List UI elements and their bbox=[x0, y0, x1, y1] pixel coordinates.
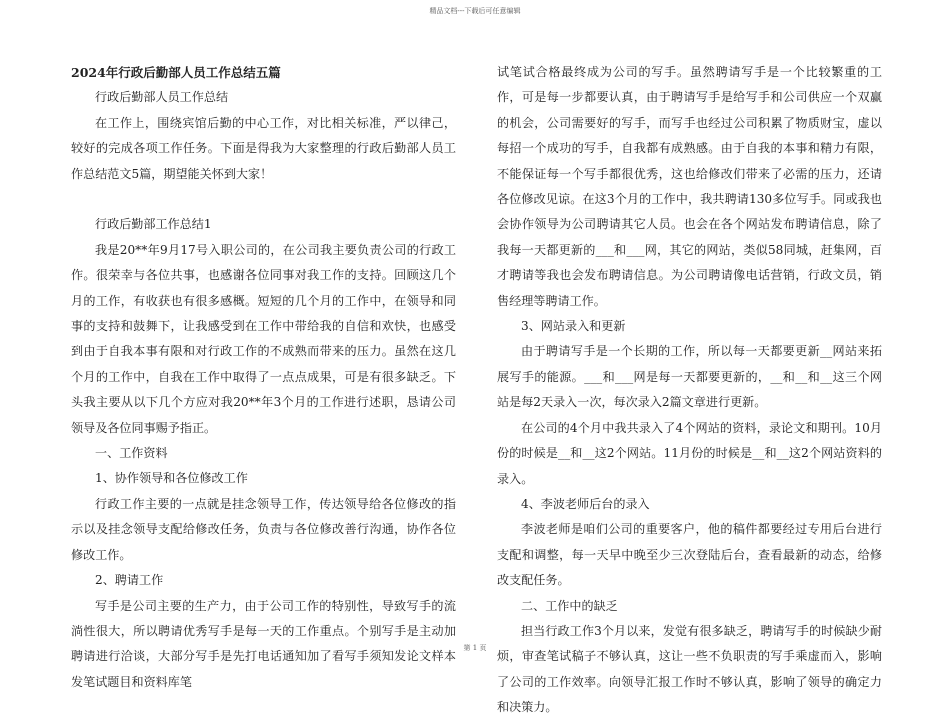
section-heading: 一、工作资料 bbox=[95, 446, 168, 461]
page-number: 第 1 页 bbox=[463, 644, 487, 652]
subsection-heading: 3、网站录入和更新 bbox=[521, 319, 626, 334]
intro-paragraph: 在工作上，围绕宾馆后勤的中心工作，对比相关标准，严以律己，较好的完成各项工作任务。下面是得我为大家整理的行政后勤部人员工作总结范文5篇，期望能关怀到大家！ bbox=[71, 115, 456, 181]
body-paragraph: 在公司的4个月中我共录入了4个网站的资料，录论文和期刊。10月份的时候是__和__这2个网站。11月份的时候是__和__这2个网站资料的录入。 bbox=[497, 420, 882, 486]
section-subtitle: 行政后勤部人员工作总结 bbox=[95, 90, 229, 105]
subsection-heading: 2、聘请工作 bbox=[95, 573, 164, 588]
blank-line bbox=[71, 187, 456, 212]
body-paragraph: 担当行政工作3个月以来，发觉有很多缺乏，聘请写手的时候缺少耐烦，审查笔试稿子不够认真，这让一些不负职责的写手乘虚而入，影响了公司的工作效率。向领导汇报工作时不够认真，影响了领导的确定力和决策力。 bbox=[497, 623, 882, 715]
document-title: 2024年行政后勤部人员工作总结五篇 bbox=[71, 65, 281, 80]
subsection-heading: 4、李波老师后台的录入 bbox=[521, 496, 650, 511]
body-paragraph: 行政工作主要的一点就是挂念领导工作，传达领导给各位修改的指示以及挂念领导支配给修改任务，负责与各位修改善行沟通，协作各位修改工作。 bbox=[71, 496, 456, 562]
right-text-column bbox=[497, 60, 882, 721]
body-paragraph: 我是20**年9月17号入职公司的，在公司我主要负责公司的行政工作。很荣幸与各位共事，也感谢各位同事对我工作的支持。回顾这几个月的工作，有收获也有很多感概。短短的几个月的工作中，在领导和同事的支持和鼓舞下，让我感受到在工作中带给我的自信和欢快，也感受到由于自我本事有限和对行政工作的不成熟而带来的压力。虽然在这几个月的工作中，自我在工作中取得了一点点成果，可是有很多缺乏。下头我主要从以下几个方应对我20**年3个月的工作进行述职，恳请公司领导及各位同事赐予指正。 bbox=[71, 242, 456, 435]
left-text-column bbox=[71, 60, 456, 695]
section-heading: 二、工作中的缺乏 bbox=[521, 598, 618, 613]
page-header-note: 精品文档---下载后可任意编辑 bbox=[429, 7, 521, 15]
body-paragraph: 由于聘请写手是一个长期的工作，所以每一天都要更新__网站来拓展写手的能源。___和___网是每一天都要更新的，__和__和__这三个网站是每2天录入一次，每次录入2篇文章进行更新。 bbox=[497, 344, 882, 410]
body-paragraph-continued: 试笔试合格最终成为公司的写手。虽然聘请写手是一个比较繁重的工作，可是每一步都要认真，由于聘请写手是给写手和公司供应一个双赢的机会，公司需要好的写手，而写手也经过公司积累了物质财宝，虚以每招一个成功的写手，自我都有成熟感。由于自我的本事和精力有限，不能保证每一个写手都很优秀，这也给修改们带来了必需的压力，还请各位修改见谅。在这3个月的工作中，我共聘请130多位写手。同或我也会协作领导为公司聘请其它人员。也会在各个网站发布聘请信息，除了我每一天都更新的___和___网，其它的网站，类似58同城，赶集网，百才聘请等我也会发布聘请信息。为公司聘请像电话营销，行政文员，销售经理等聘请工作。 bbox=[497, 65, 882, 308]
subsection-heading: 1、协作领导和各位修改工作 bbox=[95, 471, 248, 486]
body-paragraph: 李波老师是咱们公司的重要客户，他的稿件都要经过专用后台进行支配和调整，每一天早中晚至少三次登陆后台，查看最新的动态，给修改支配任务。 bbox=[497, 522, 882, 588]
essay-heading: 行政后勤部工作总结1 bbox=[95, 217, 212, 232]
body-paragraph: 写手是公司主要的生产力，由于公司工作的特别性，导致写手的流淌性很大，所以聘请优秀写手是每一天的工作重点。个别写手是主动加聘请进行洽谈，大部分写手是先打电话通知加了看写手须知发论文样本发笔试题目和资料库笔 bbox=[71, 598, 456, 689]
